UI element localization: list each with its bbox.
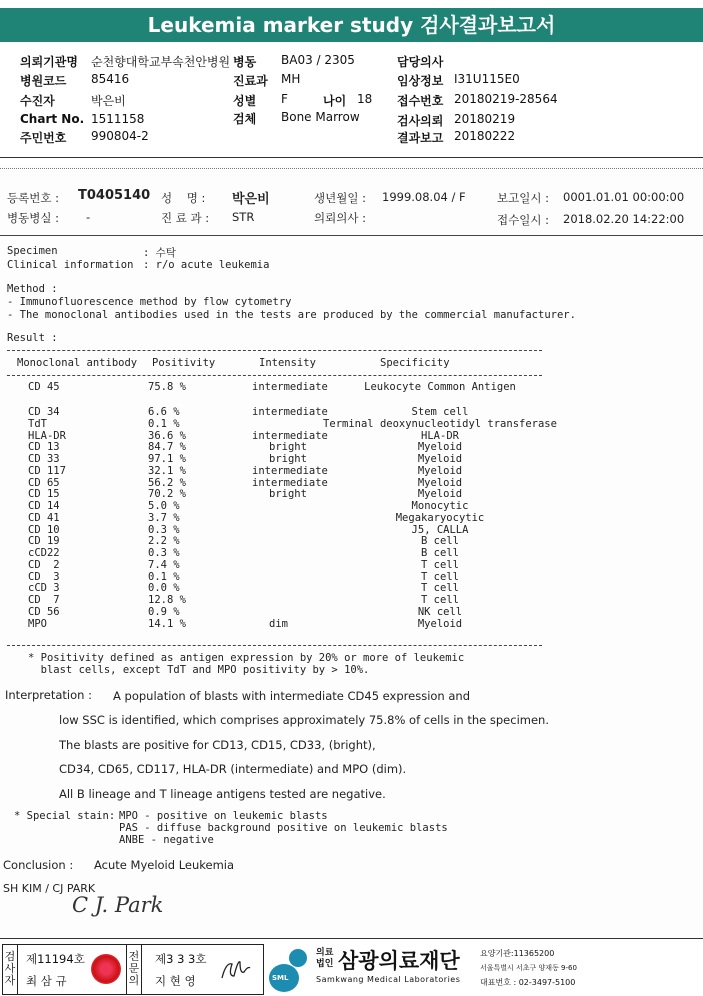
seal-stamp	[91, 954, 121, 984]
header-value: 20180222	[454, 129, 516, 143]
header-label: 결과보고	[397, 131, 444, 145]
cell-antibody: CD 15	[28, 488, 60, 501]
header-value: 20180219-28564	[454, 92, 558, 106]
cell-specificity: T cell	[421, 570, 459, 583]
cell-antibody: CD 10	[28, 523, 60, 536]
header-value: 1511158	[91, 112, 145, 126]
info-divider	[0, 235, 703, 236]
cell-antibody: CD 13	[28, 441, 60, 454]
cell-antibody: CD 3	[28, 570, 60, 583]
cell-positivity: 14.1 %	[148, 617, 186, 630]
org-info-line: 대표번호 : 02-3497-5100	[480, 978, 576, 987]
cell-specificity: Megakaryocytic	[395, 511, 485, 524]
result-title: Result :	[7, 332, 58, 344]
footer-divider	[0, 938, 703, 939]
cell-specificity: Myeloid	[417, 488, 463, 501]
method-line: - The monoclonal antibodies used in the tests are produced by the commercial manufacturer.	[7, 309, 576, 321]
cell-antibody: CD 34	[28, 406, 60, 418]
examiner-name: 최 삼 규	[26, 974, 67, 988]
header-value: 20180219	[454, 112, 516, 126]
header-label: 의뢰기관명	[20, 55, 78, 69]
reg-value: T0405140	[78, 188, 151, 203]
table-header-rule	[7, 375, 542, 376]
cell-antibody: CD 19	[28, 535, 60, 548]
header-label: 접수번호	[397, 94, 444, 108]
header-value: I31U115E0	[454, 72, 520, 86]
cell-positivity: 0.1 %	[148, 570, 180, 583]
org-english-name: Samkwang Medical Laboratories	[316, 975, 461, 984]
cell-specificity: HLA-DR	[421, 429, 459, 442]
header-label: 담당의사	[397, 55, 444, 69]
sml-logo-icon	[268, 946, 312, 994]
dept-label: 진 료 과 :	[161, 211, 210, 225]
specimen-label: Specimen	[7, 245, 58, 257]
special-stain-label: * Special stain:	[14, 810, 116, 822]
cell-antibody: cCD 3	[28, 582, 60, 595]
org-prefix: 의료법인	[316, 948, 334, 969]
specimen-value: : 수탁	[143, 247, 176, 259]
cell-specificity: Myeloid	[417, 441, 463, 454]
cell-antibody: CD 41	[28, 511, 60, 524]
dept-value: STR	[232, 210, 255, 224]
cell-intensity: bright	[269, 441, 307, 454]
header-value: F	[281, 92, 288, 106]
header-label: 진료과	[233, 74, 268, 88]
dob-value: 1999.08.04 / F	[382, 190, 466, 204]
header-value: 990804-2	[91, 129, 149, 143]
cell-specificity: Myeloid	[417, 453, 463, 465]
cell-positivity: 56.2 %	[148, 476, 186, 489]
clinical-value: : r/o acute leukemia	[143, 259, 270, 271]
header-label: 검사의뢰	[397, 114, 444, 128]
cell-antibody: MPO	[28, 617, 47, 630]
header-label: 임상정보	[397, 74, 444, 88]
col-header-antibody: Monoclonal antibody	[17, 357, 138, 369]
cell-positivity: 70.2 %	[148, 488, 186, 501]
cell-antibody: CD 7	[28, 594, 60, 606]
age-label: 나이	[323, 94, 347, 108]
dob-label: 생년월일 :	[314, 191, 366, 205]
name-label: 성 명 :	[161, 191, 206, 205]
cell-intensity: intermediate	[252, 476, 328, 489]
header-value: MH	[281, 72, 301, 86]
cell-positivity: 84.7 %	[148, 441, 186, 454]
name-value: 박은비	[232, 192, 270, 207]
cell-intensity: intermediate	[252, 381, 328, 393]
cell-specificity: NK cell	[417, 605, 463, 618]
interpretation-line: All B lineage and T lineage antigens tested are negative.	[59, 787, 386, 801]
ward-value: -	[86, 210, 91, 224]
footnote-line: blast cells, except TdT and MPO positivity by > 10%.	[28, 664, 370, 676]
interpretation-label: Interpretation :	[5, 688, 92, 702]
cell-antibody: CD 2	[28, 558, 60, 571]
col-header-positivity: Positivity	[152, 357, 216, 369]
header-label: Chart No.	[20, 112, 85, 126]
reg-label: 등록번호 :	[7, 191, 59, 205]
cell-specificity: Myeloid	[417, 464, 463, 477]
header-value: BA03 / 2305	[281, 53, 355, 67]
cell-intensity: intermediate	[252, 406, 328, 418]
cell-positivity: 75.8 %	[148, 381, 186, 393]
cell-specificity: T cell	[421, 582, 459, 595]
cell-intensity: intermediate	[252, 429, 328, 442]
org-info-line: 서울특별시 서초구 양재동 9-60	[480, 964, 577, 972]
special-stain-line: MPO - positive on leukemic blasts	[119, 810, 328, 822]
cell-positivity: 0.0 %	[148, 582, 180, 595]
cell-positivity: 2.2 %	[148, 535, 180, 548]
signers: SH KIM / CJ PARK	[3, 882, 96, 895]
specialist-signature	[218, 954, 254, 986]
col-header-specificity: Specificity	[380, 357, 450, 369]
col-header-intensity: Intensity	[259, 357, 316, 369]
cell-specificity: Leukocyte Common Antigen	[364, 381, 516, 393]
header-label: 성별	[233, 94, 257, 108]
cell-specificity: Myeloid	[417, 617, 463, 630]
specialist-name: 지 현 영	[155, 974, 196, 988]
method-line: - Immunofluorescence method by flow cytometry	[7, 296, 292, 308]
cell-specificity: Stem cell	[411, 406, 469, 418]
report-date-value: 0001.01.01 00:00:00	[563, 190, 685, 204]
header-value: Bone Marrow	[281, 110, 360, 124]
special-stain-line: ANBE - negative	[119, 834, 214, 846]
box-divider	[141, 944, 142, 995]
interpretation-line: A population of blasts with intermediate CD45 expression and	[113, 689, 471, 703]
header-label: 병동	[233, 55, 257, 69]
table-bottom-rule	[7, 645, 542, 646]
sml-logo-text: SML	[272, 974, 289, 982]
received-label: 접수일시 :	[497, 213, 549, 227]
interpretation-line: The blasts are positive for CD13, CD15, CD33, (bright),	[59, 738, 376, 752]
header-label: 주민번호	[20, 131, 67, 145]
special-stain-line: PAS - diffuse background positive on leukemic blasts	[119, 822, 448, 834]
interpretation-line: CD34, CD65, CD117, HLA-DR (intermediate) and MPO (dim).	[59, 762, 407, 776]
cell-specificity: Myeloid	[417, 476, 463, 489]
method-title: Method :	[7, 283, 58, 295]
cell-intensity: intermediate	[252, 464, 328, 477]
cell-positivity: 0.3 %	[148, 523, 180, 536]
cell-antibody: CD 14	[28, 500, 60, 512]
cell-positivity: 5.0 %	[148, 500, 180, 512]
cell-antibody: CD 56	[28, 605, 60, 618]
cell-positivity: 36.6 %	[148, 429, 186, 442]
header-label: 수진자	[20, 94, 55, 108]
cell-positivity: 12.8 %	[148, 594, 186, 606]
footnote-line: * Positivity defined as antigen expression by 20% or more of leukemic	[28, 652, 465, 664]
cell-specificity: Terminal deoxynucleotidyl transferase	[323, 417, 557, 430]
cell-specificity: Monocytic	[411, 500, 469, 512]
header-value: 순천향대학교부속천안병원	[91, 55, 231, 69]
clinical-label: Clinical information	[7, 259, 134, 271]
cell-antibody: CD 33	[28, 453, 60, 465]
cell-antibody: CD 45	[28, 381, 60, 393]
cell-specificity: J5, CALLA	[411, 523, 469, 536]
cell-antibody: CD 65	[28, 476, 60, 489]
table-top-rule	[7, 350, 542, 351]
conclusion-value: Acute Myeloid Leukemia	[94, 858, 235, 872]
cell-positivity: 0.1 %	[148, 417, 180, 430]
cell-positivity: 3.7 %	[148, 511, 180, 524]
cell-antibody: CD 117	[28, 464, 66, 477]
age-value: 18	[357, 92, 373, 106]
report-date-label: 보고일시 :	[497, 191, 549, 205]
header-divider	[0, 157, 703, 158]
examiner-label: 검사자	[4, 950, 16, 987]
box-divider	[17, 944, 18, 995]
cell-antibody: cCD22	[28, 547, 60, 559]
handwritten-signature: C J. Park	[72, 893, 164, 917]
header-value: 박은비	[91, 94, 126, 108]
cell-specificity: T cell	[421, 558, 459, 571]
specialist-label: 전문의	[128, 950, 140, 987]
org-name: 삼광의료재단	[338, 949, 460, 973]
cell-antibody: HLA-DR	[28, 429, 66, 442]
cell-positivity: 7.4 %	[148, 558, 180, 571]
footer	[0, 940, 703, 996]
cell-positivity: 0.3 %	[148, 547, 180, 559]
cell-intensity: bright	[269, 488, 307, 501]
interpretation-line: low SSC is identified, which comprises approximately 75.8% of cells in the specimen.	[59, 713, 549, 727]
doctor-label: 의뢰의사 :	[314, 211, 366, 225]
header-label: 병원코드	[20, 74, 67, 88]
org-info-line: 요양기관:11365200	[480, 949, 555, 958]
cell-specificity: B cell	[421, 547, 459, 559]
dotted-divider	[0, 168, 703, 169]
cell-positivity: 32.1 %	[148, 464, 186, 477]
header-value: 85416	[91, 72, 130, 86]
cell-positivity: 0.9 %	[148, 605, 180, 618]
cell-intensity: bright	[269, 453, 307, 465]
examiner-number: 제11194호	[26, 952, 85, 966]
received-value: 2018.02.20 14:22:00	[563, 212, 685, 226]
conclusion-label: Conclusion :	[3, 858, 74, 872]
cell-positivity: 6.6 %	[148, 406, 180, 418]
cell-intensity: dim	[269, 617, 288, 630]
specialist-number: 제3 3 3호	[155, 952, 207, 966]
cell-specificity: T cell	[421, 594, 459, 606]
cell-antibody: TdT	[28, 417, 47, 430]
cell-specificity: B cell	[421, 535, 459, 548]
header-label: 검체	[233, 112, 257, 126]
ward-label: 병동병실 :	[7, 211, 59, 225]
cell-positivity: 97.1 %	[148, 453, 186, 465]
report-title: Leukemia marker study 검사결과보고서	[0, 8, 703, 42]
